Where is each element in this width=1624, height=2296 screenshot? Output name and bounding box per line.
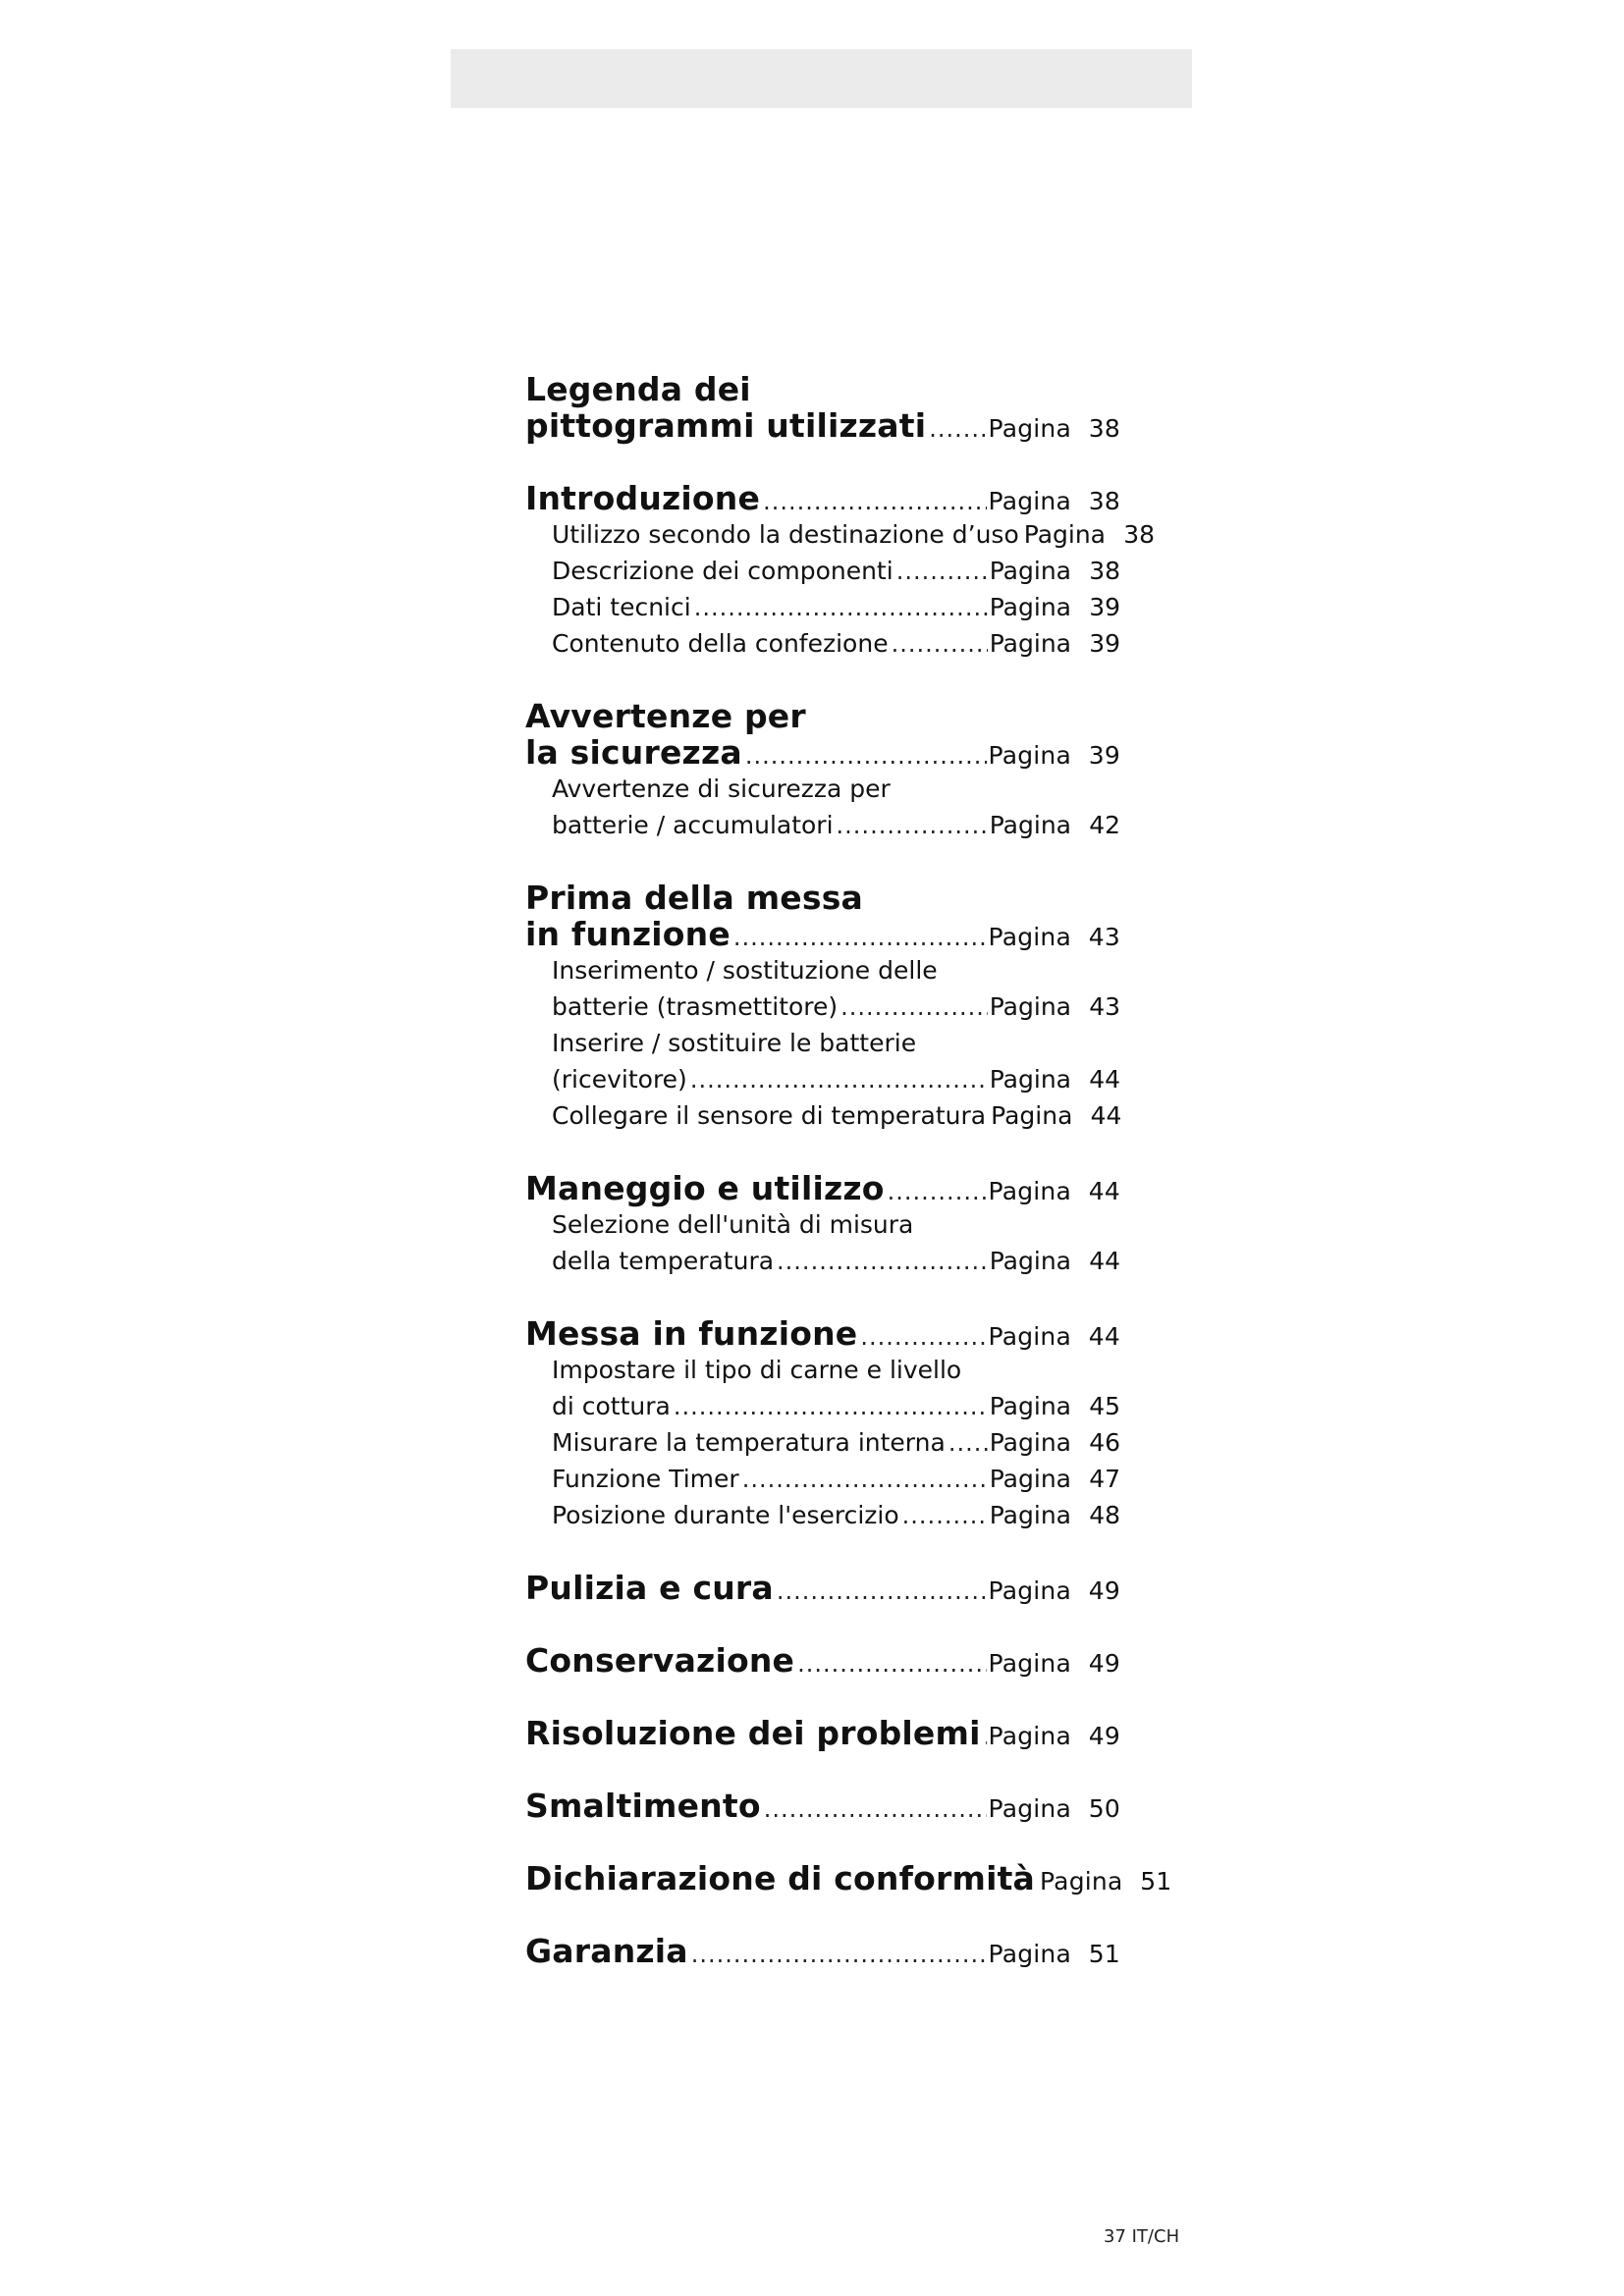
page-label: Pagina <box>988 414 1071 443</box>
header-bar <box>451 49 1192 108</box>
dot-leader <box>929 411 986 448</box>
toc-entry[interactable] <box>525 1715 1120 1751</box>
dot-leader <box>984 1719 987 1755</box>
toc-subentry[interactable] <box>525 988 1120 1025</box>
toc-subentry[interactable] <box>525 1461 1120 1497</box>
toc-subentry[interactable] <box>525 1424 1120 1461</box>
dot-leader <box>694 590 988 626</box>
page-label: Pagina <box>988 1794 1071 1823</box>
section-title: Conservazione <box>525 1641 795 1680</box>
page-number: 39 <box>1089 629 1120 658</box>
page-number: 46 <box>1089 1428 1120 1457</box>
dot-leader <box>733 920 987 956</box>
subsection-title: Collegare il sensore di temperatura <box>552 1101 987 1130</box>
toc-section <box>525 371 1120 444</box>
dot-leader <box>896 554 988 590</box>
toc-entry[interactable] <box>525 1859 1172 1897</box>
page-number: 39 <box>1088 741 1120 770</box>
page-number: 48 <box>1089 1501 1120 1529</box>
toc-entry[interactable] <box>525 407 1120 444</box>
page-number: 44 <box>1089 1247 1120 1275</box>
section-title: la sicurezza <box>525 733 742 772</box>
toc-section <box>525 1642 1120 1679</box>
toc-section <box>525 479 1156 662</box>
toc-subentry[interactable] <box>525 553 1120 589</box>
toc-section <box>525 1788 1120 1824</box>
toc-subentry[interactable] <box>525 807 1120 843</box>
page-number: 38 <box>1088 414 1120 443</box>
page-number: 45 <box>1089 1392 1120 1420</box>
dot-leader <box>902 1498 988 1534</box>
subsection-title: batterie / accumulatori <box>552 811 834 839</box>
dot-leader <box>948 1425 988 1462</box>
section-title: in funzione <box>525 915 731 953</box>
page-number: 49 <box>1088 1722 1120 1750</box>
page-label: Pagina <box>1023 520 1107 549</box>
toc-section <box>525 1315 1120 1533</box>
table-of-contents <box>525 370 1172 2005</box>
toc-entry[interactable] <box>525 734 1120 771</box>
dot-leader <box>777 1574 987 1610</box>
toc-subentry[interactable] <box>525 1097 1120 1134</box>
page-number: 49 <box>1088 1649 1120 1678</box>
subsection-title: Posizione durante l'esercizio <box>552 1501 899 1529</box>
page-label: Pagina <box>988 741 1071 770</box>
page-label: Pagina <box>989 811 1071 839</box>
toc-subentry[interactable] <box>525 1061 1120 1097</box>
section-title: Garanzia <box>525 1932 688 1970</box>
page-label: Pagina <box>989 593 1071 621</box>
page-label: Pagina <box>988 487 1071 515</box>
dot-leader <box>691 1937 987 1973</box>
subsection-title: Utilizzo secondo la destinazione d’uso <box>552 520 1019 549</box>
subsection-title: Misurare la temperatura interna <box>552 1428 946 1457</box>
toc-section <box>525 1715 1120 1751</box>
page-number: 51 <box>1088 1940 1120 1968</box>
page-label: Pagina <box>988 923 1071 951</box>
page-label: Pagina <box>989 557 1071 585</box>
page-label: Pagina <box>988 1649 1071 1678</box>
page-label: Pagina <box>988 1576 1071 1605</box>
toc-subentry[interactable] <box>525 516 1156 553</box>
subsection-title: della temperatura <box>552 1247 775 1275</box>
subsection-title: Avvertenze di sicurezza per <box>552 774 891 803</box>
page-label: Pagina <box>989 1428 1071 1457</box>
subsection-title: Selezione dell'unità di misura <box>552 1210 914 1239</box>
dot-leader <box>674 1389 988 1425</box>
subsection-title: Inserire / sostituire le batterie <box>552 1029 917 1057</box>
page-number: 44 <box>1090 1101 1122 1130</box>
section-title: Maneggio e utilizzo <box>525 1169 885 1207</box>
section-title: pittogrammi utilizzati <box>525 406 927 445</box>
page-label: Pagina <box>989 1501 1071 1529</box>
toc-entry[interactable] <box>525 1788 1120 1824</box>
dot-leader <box>888 1174 987 1210</box>
section-title: Dichiarazione di conformità <box>525 1859 1036 1897</box>
toc-entry[interactable] <box>525 1170 1120 1206</box>
page-label: Pagina <box>988 1177 1071 1205</box>
toc-subentry[interactable] <box>525 1388 1120 1424</box>
dot-leader <box>777 1244 988 1280</box>
page-label: Pagina <box>1040 1867 1123 1896</box>
page-number: 38 <box>1123 520 1156 549</box>
subsection-title: Dati tecnici <box>552 593 691 621</box>
section-title: Smaltimento <box>525 1787 761 1825</box>
page-label: Pagina <box>988 1722 1071 1750</box>
subsection-title: Impostare il tipo di carne e livello <box>552 1356 962 1384</box>
section-title: Pulizia e cura <box>525 1569 774 1607</box>
subsection-title: Funzione Timer <box>552 1465 739 1493</box>
subsection-title: batterie (trasmettitore) <box>552 992 839 1021</box>
page-number: 38 <box>1088 487 1120 515</box>
page-label: Pagina <box>989 1247 1071 1275</box>
page-label: Pagina <box>989 992 1071 1021</box>
page-number: 47 <box>1089 1465 1120 1493</box>
dot-leader <box>742 1462 988 1498</box>
toc-entry[interactable] <box>525 1933 1120 1969</box>
page-label: Pagina <box>991 1101 1073 1130</box>
page-label: Pagina <box>989 1065 1071 1094</box>
page-label: Pagina <box>989 629 1071 658</box>
toc-section <box>525 1570 1120 1606</box>
page-number: 42 <box>1089 811 1120 839</box>
dot-leader <box>764 1791 987 1828</box>
subsection-title: di cottura <box>552 1392 671 1420</box>
dot-leader <box>690 1062 988 1098</box>
dot-leader <box>763 484 986 520</box>
dot-leader <box>840 989 988 1026</box>
page-number: 44 <box>1088 1177 1120 1205</box>
subsection-title: Descrizione dei componenti <box>552 557 893 585</box>
page-label: Pagina <box>988 1322 1071 1351</box>
section-title: Legenda dei <box>525 370 751 408</box>
section-title: Avvertenze per <box>525 697 806 735</box>
page-label: Pagina <box>988 1940 1071 1968</box>
section-title: Messa in funzione <box>525 1314 858 1353</box>
toc-entry[interactable] <box>525 1315 1120 1352</box>
toc-subentry[interactable] <box>525 589 1120 625</box>
toc-subentry[interactable] <box>525 1243 1120 1279</box>
toc-section <box>525 1170 1120 1279</box>
subsection-title: Contenuto della confezione <box>552 629 889 658</box>
subsection-title: Inserimento / sostituzione delle <box>552 956 938 985</box>
toc-subentry[interactable] <box>525 625 1120 662</box>
page-number: 44 <box>1089 1065 1120 1094</box>
page-label: Pagina <box>989 1392 1071 1420</box>
dot-leader <box>860 1319 986 1356</box>
page-number: 39 <box>1089 593 1120 621</box>
toc-entry[interactable] <box>525 1642 1120 1679</box>
toc-entry[interactable] <box>525 1570 1120 1606</box>
page-number: 50 <box>1088 1794 1120 1823</box>
dot-leader <box>837 808 988 844</box>
page-number: 44 <box>1088 1322 1120 1351</box>
toc-section <box>525 880 1120 1134</box>
page-footer: 37 IT/CH <box>1104 2226 1180 2247</box>
dot-leader <box>745 738 987 774</box>
toc-entry[interactable] <box>525 480 1120 516</box>
dot-leader <box>892 626 988 663</box>
subsection-title: (ricevitore) <box>552 1065 687 1094</box>
page-number: 43 <box>1088 923 1120 951</box>
toc-subentry[interactable] <box>525 1497 1120 1533</box>
section-title: Prima della messa <box>525 879 864 917</box>
page-number: 49 <box>1088 1576 1120 1605</box>
page-number: 51 <box>1140 1867 1172 1896</box>
page-number: 43 <box>1089 992 1120 1021</box>
toc-section <box>525 1859 1172 1897</box>
toc-section <box>525 1933 1120 1969</box>
section-title: Risoluzione dei problemi <box>525 1714 981 1752</box>
toc-section <box>525 698 1120 843</box>
toc-entry[interactable] <box>525 916 1120 952</box>
section-title: Introduzione <box>525 479 761 517</box>
page-label: Pagina <box>989 1465 1071 1493</box>
page-number: 38 <box>1089 557 1120 585</box>
dot-leader <box>797 1646 986 1682</box>
